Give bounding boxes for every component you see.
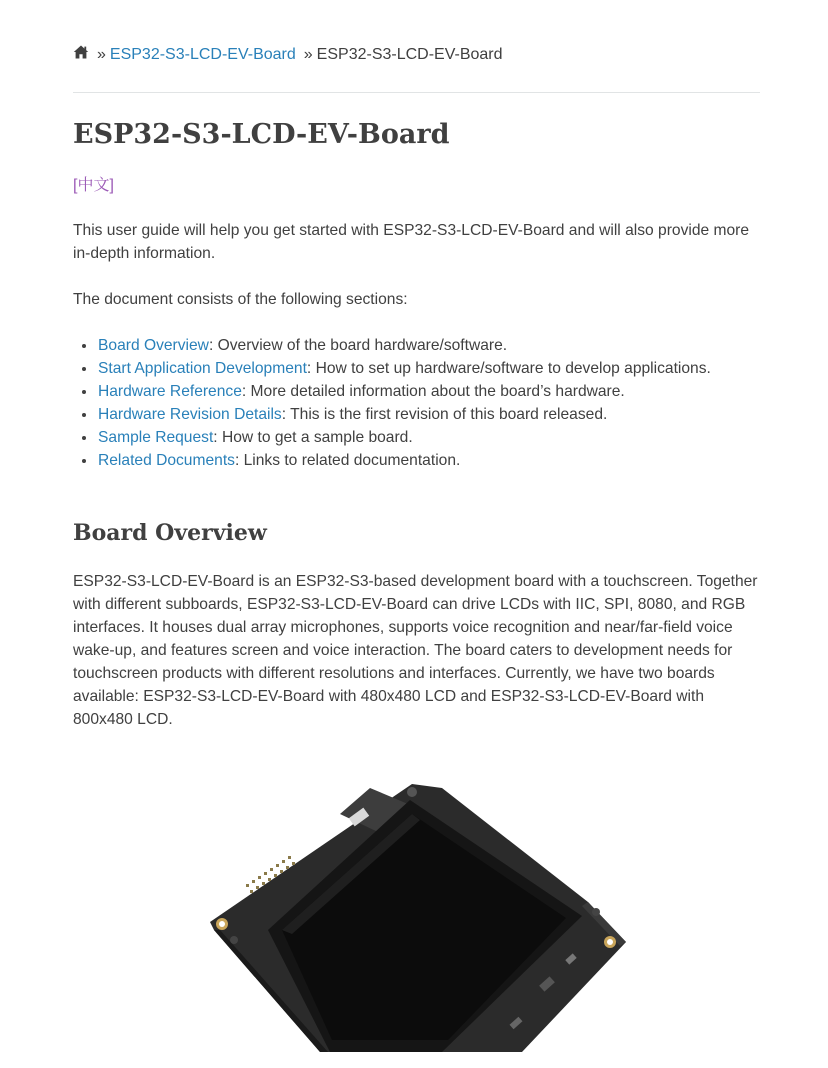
board-overview-paragraph: ESP32-S3-LCD-EV-Board is an ESP32-S3-based development board with a touchscreen. Together with different subboards, ESP32-S3-LCD-EV-Board can drive LCDs with IIC, SPI, 8080, and RGB interfaces. It houses dual array microphones, supports voice recognition and near/far-field voice wake-up, and features screen and voice interaction. The board caters to development needs for touchscreen products with different resolutions and interfaces. Currently, we have two boards available: ESP32-S3-LCD-EV-Board with 480x480 LCD and ESP32-S3-LCD-EV-Board with 800x480 LCD.	[73, 573, 758, 728]
breadcrumb	[73, 44, 503, 65]
toc-link-sample-request[interactable]: Sample Request	[98, 429, 214, 446]
list-item	[98, 449, 785, 472]
list-item	[98, 357, 785, 380]
toc-description: : This is the first revision of this board released.	[281, 406, 608, 423]
toc-description: : Overview of the board hardware/software.	[208, 337, 508, 354]
board-illustration	[210, 770, 630, 1052]
toc-description: : More detailed information about the board’s hardware.	[241, 383, 625, 400]
breadcrumb-separator: »	[97, 46, 106, 63]
list-item	[98, 334, 785, 357]
language-link-chinese[interactable]: [中文]	[73, 177, 114, 194]
board-photo	[210, 770, 630, 1052]
header-divider	[73, 92, 760, 93]
breadcrumb-separator: »	[303, 46, 313, 63]
home-icon[interactable]	[73, 44, 89, 60]
page-title: ESP32-S3-LCD-EV-Board	[73, 119, 450, 150]
toc-link-hardware-reference[interactable]: Hardware Reference	[98, 383, 242, 400]
toc-description: : How to get a sample board.	[213, 429, 413, 446]
sections-lead-paragraph: The document consists of the following sections:	[73, 291, 408, 308]
list-item	[98, 380, 785, 403]
toc-link-hardware-revision-details[interactable]: Hardware Revision Details	[98, 406, 282, 423]
toc-link-board-overview[interactable]: Board Overview	[98, 337, 209, 354]
toc-link-related-documents[interactable]: Related Documents	[98, 452, 235, 469]
breadcrumb-parent-link[interactable]: ESP32-S3-LCD-EV-Board	[109, 46, 296, 63]
list-item	[98, 426, 785, 449]
toc-link-start-application-development[interactable]: Start Application Development	[98, 360, 307, 377]
toc-description: : How to set up hardware/software to develop applications.	[306, 360, 711, 377]
list-item	[98, 403, 785, 426]
board-overview-heading: Board Overview	[73, 520, 267, 546]
intro-paragraph: This user guide will help you get started with ESP32-S3-LCD-EV-Board and will also provide more in-depth information.	[73, 222, 750, 262]
section-list	[73, 334, 785, 472]
toc-description: : Links to related documentation.	[234, 452, 461, 469]
breadcrumb-current: ESP32-S3-LCD-EV-Board	[316, 46, 503, 63]
